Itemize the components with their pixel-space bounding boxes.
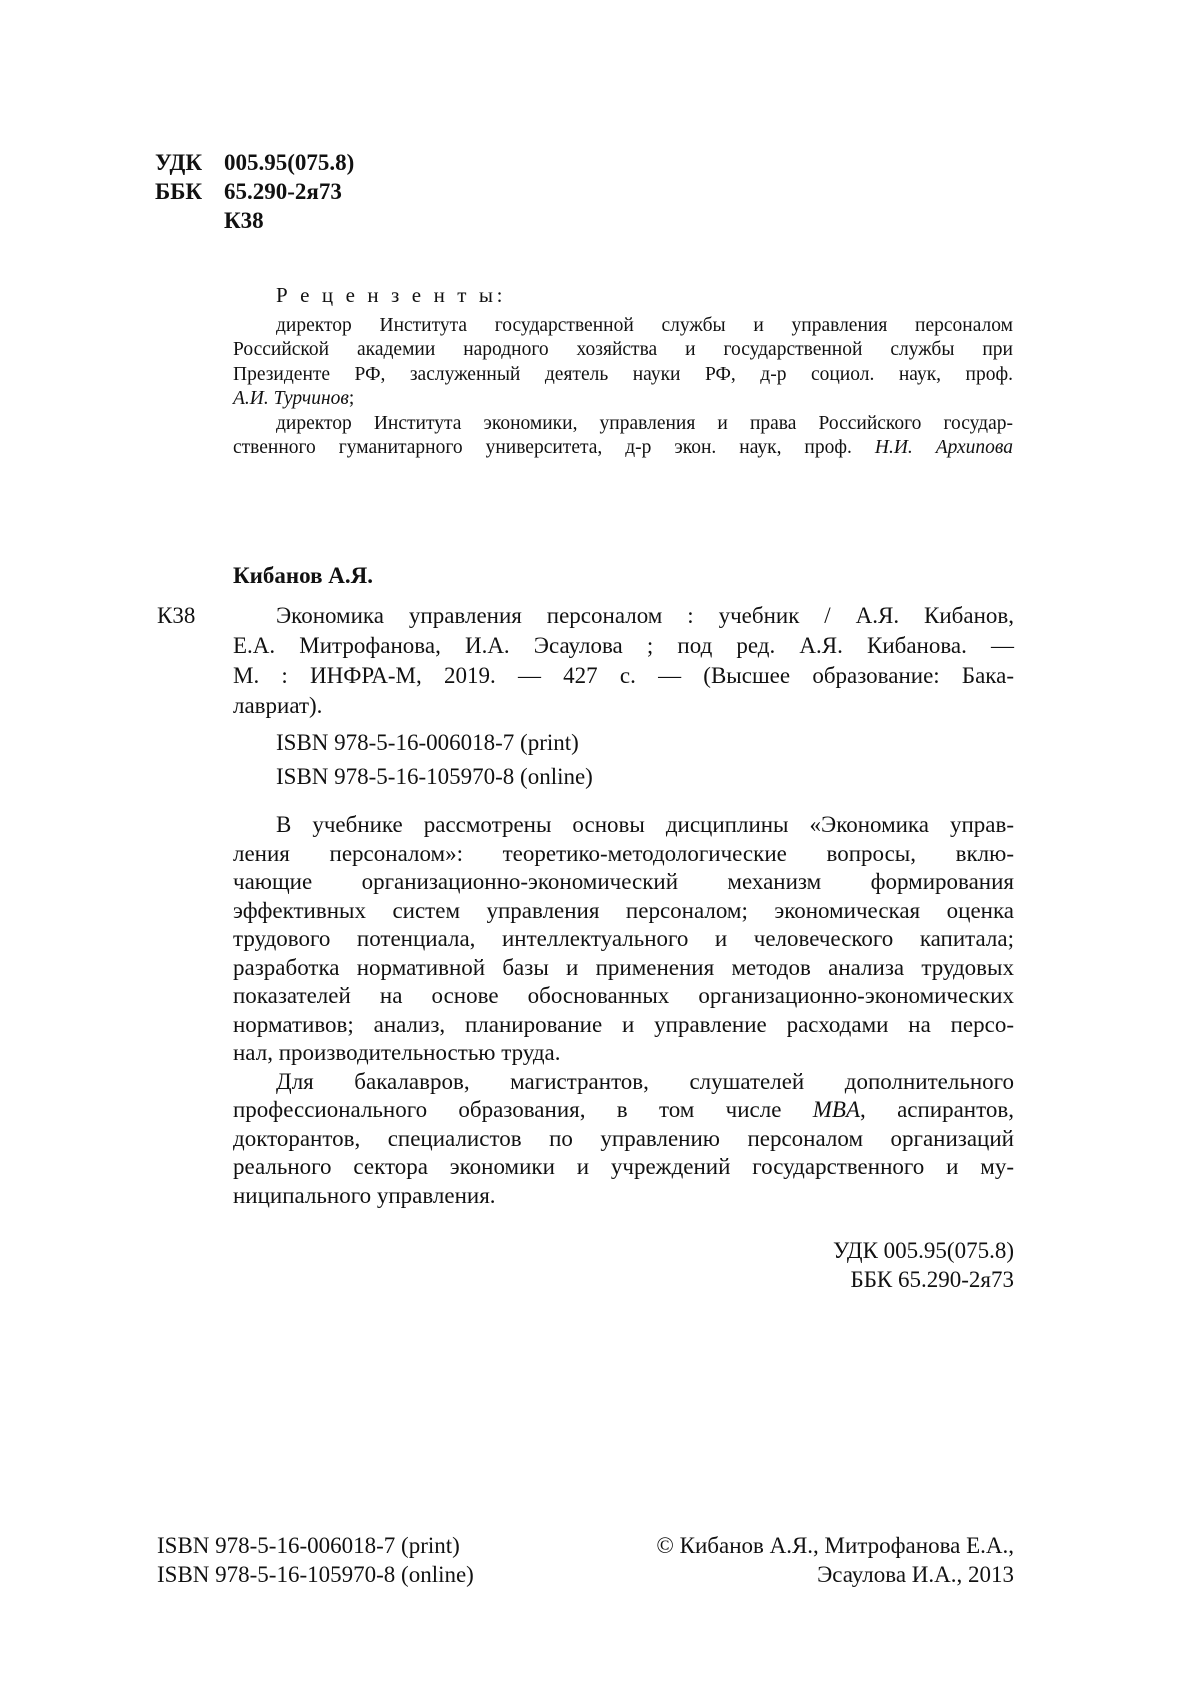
catalog-line4: лавриат). bbox=[233, 693, 323, 718]
audience-line4: реального сектора экономики и учреждений государственного и му- bbox=[233, 1154, 1014, 1179]
classification-block bbox=[155, 148, 354, 235]
bottom-isbn-print: ISBN 978-5-16-006018-7 (print) bbox=[157, 1533, 460, 1558]
catalog-author: Кибанов А.Я. bbox=[233, 563, 373, 588]
catalog-code: К38 bbox=[157, 603, 196, 628]
annotation-line: показателей на основе обоснованных организационно-экономических bbox=[233, 983, 1014, 1008]
bottom-isbn-block bbox=[157, 1531, 474, 1589]
footer-udk: УДК 005.95(075.8) bbox=[832, 1238, 1014, 1263]
udk-label: УДК bbox=[155, 150, 203, 175]
audience-line1: Для бакалавров, магистрантов, слушателей дополнительного bbox=[276, 1068, 1014, 1094]
copyright-block bbox=[656, 1531, 1014, 1589]
catalog-isbn-print: ISBN 978-5-16-006018-7 (print) bbox=[276, 730, 579, 755]
reviewer1-name-line: А.И. Турчинов; bbox=[233, 388, 355, 409]
mba-text: MBA bbox=[812, 1097, 860, 1122]
copyright-line2: Эсаулова И.А., 2013 bbox=[817, 1562, 1014, 1587]
bbk-label: ББК bbox=[155, 179, 203, 204]
author-mark: К38 bbox=[224, 208, 264, 233]
audience-line5: ниципального управления. bbox=[233, 1182, 496, 1208]
catalog-line1: Экономика управления персоналом : учебник / А.Я. Кибанов, bbox=[276, 603, 1014, 628]
annotation bbox=[233, 811, 1014, 1210]
reviewer2-line2: ственного гуманитарного университета, д-р экон. наук, проф. Н.И. Архипова bbox=[233, 437, 1014, 458]
udk-value: 005.95(075.8) bbox=[224, 150, 355, 175]
catalog-line3: М. : ИНФРА-М, 2019. — 427 с. — (Высшее образование: Бака- bbox=[233, 663, 1014, 688]
annotation-line: чающие организационно-экономический механизм формирования bbox=[233, 869, 1014, 894]
annotation-line: нал, производительностью труда. bbox=[233, 1040, 561, 1065]
author-mark-row bbox=[155, 206, 354, 235]
catalog-isbn-online: ISBN 978-5-16-105970-8 (online) bbox=[276, 764, 593, 789]
annotation-line: В учебнике рассмотрены основы дисциплины «Экономика управ- bbox=[276, 812, 1014, 837]
catalog-line2: Е.А. Митрофанова, И.А. Эсаулова ; под ред. А.Я. Кибанова. — bbox=[233, 633, 1014, 658]
catalog-description bbox=[233, 601, 1014, 792]
bbk-row bbox=[155, 177, 354, 206]
audience-line3: докторантов, специалистов по управлению персоналом организаций bbox=[233, 1125, 1014, 1151]
audience-line2: профессионального образования, в том числе MBA, аспирантов, bbox=[233, 1097, 1014, 1122]
bbk-value: 65.290-2я73 bbox=[224, 179, 342, 204]
reviewers-block bbox=[233, 283, 1013, 461]
udk-row bbox=[155, 148, 354, 177]
annotation-line: ления персоналом»: теоретико-методологические вопросы, вклю- bbox=[233, 840, 1014, 866]
annotation-line: нормативов; анализ, планирование и управление расходами на персо- bbox=[233, 1011, 1014, 1037]
bottom-isbn-online: ISBN 978-5-16-105970-8 (online) bbox=[157, 1562, 474, 1587]
reviewer1-name: А.И. Турчинов bbox=[233, 388, 349, 409]
reviewers-heading: Р е ц е н з е н т ы: bbox=[276, 283, 507, 307]
annotation-line: эффективных систем управления персоналом; экономическая оценка bbox=[233, 897, 1014, 923]
annotation-line: разработка нормативной базы и применения методов анализа трудовых bbox=[233, 954, 1014, 980]
reviewer1-line3: Президенте РФ, заслуженный деятель науки РФ, д-р социол. наук, проф. bbox=[233, 363, 1013, 385]
annotation-line: трудового потенциала, интеллектуального и человеческого капитала; bbox=[233, 926, 1014, 951]
copyright-line1: © Кибанов А.Я., Митрофанова Е.А., bbox=[656, 1533, 1014, 1558]
reviewer1-line1: директор Института государственной службы и управления персоналом bbox=[276, 314, 1013, 336]
reviewer1-line2: Российской академии народного хозяйства и государственной службы при bbox=[233, 339, 1013, 360]
footer-bbk: ББК 65.290-2я73 bbox=[850, 1267, 1014, 1292]
footer-classification bbox=[833, 1236, 1014, 1294]
reviewer2-line1: директор Института экономики, управления и права Российского государ- bbox=[276, 412, 1013, 434]
reviewer2-name: Н.И. Архипова bbox=[874, 437, 1014, 458]
